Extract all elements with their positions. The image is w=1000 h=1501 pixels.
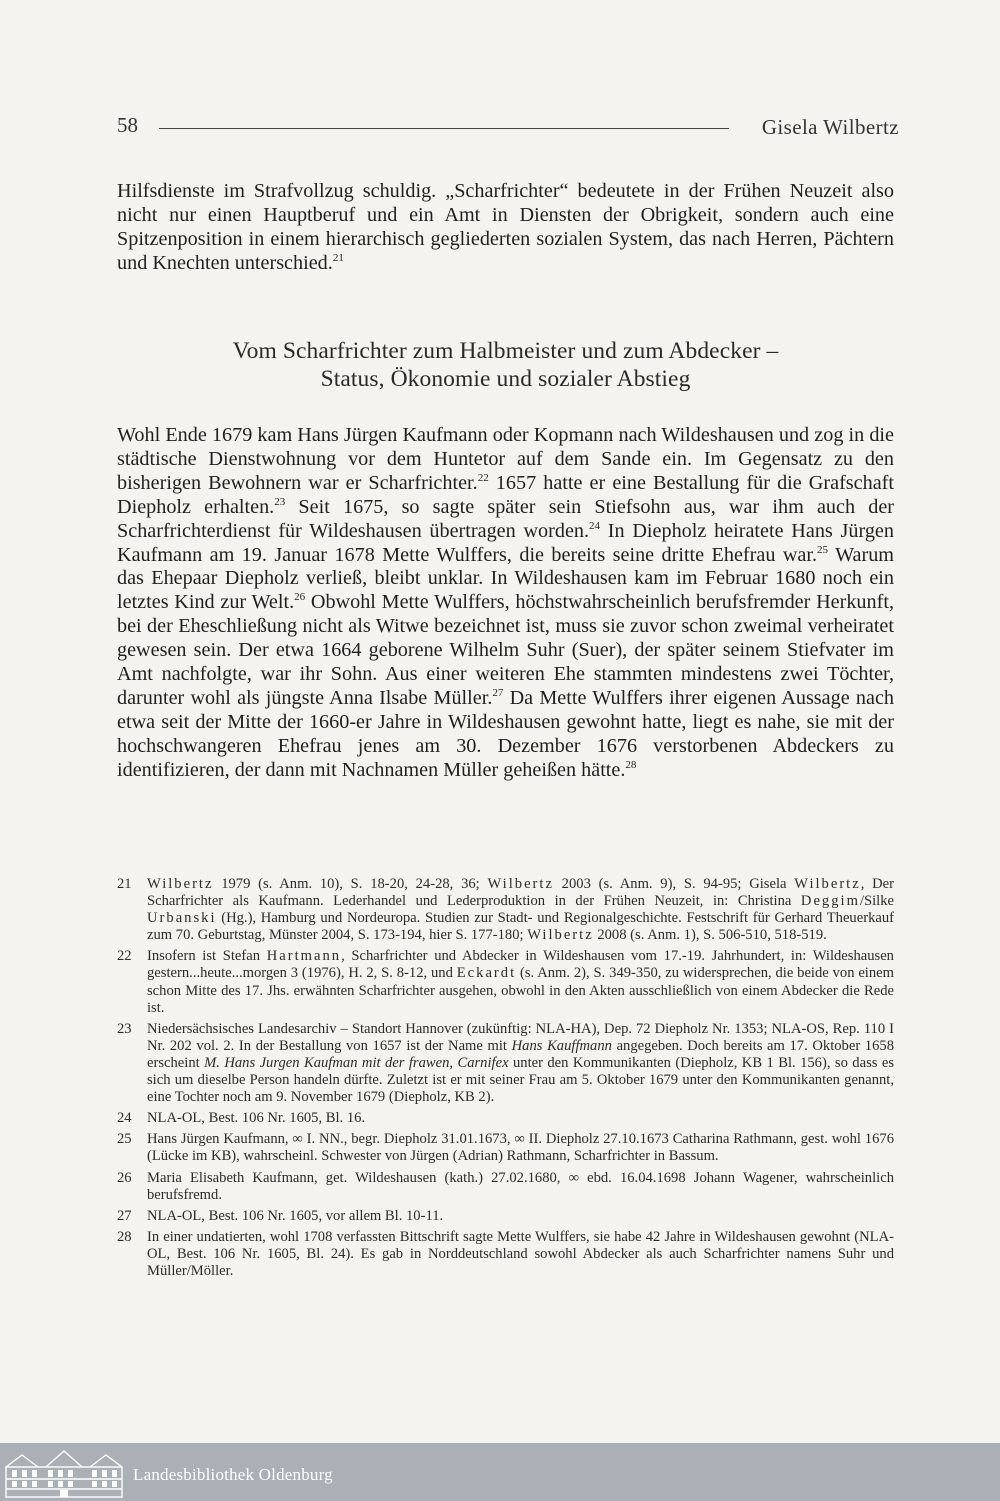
- paragraph-2-sentence: In Diepholz heiratete Hans Jürgen Kaufmann am 19. Januar 1678 Mette Wulffers, die bereits seine dritte Ehefrau war.: [117, 519, 894, 566]
- footnote-segment: 2003 (s. Anm. 9), S. 94-95; Gisela: [553, 876, 795, 892]
- paragraph-2-sentence: 1657 hatte er eine Bestallung für die Grafschaft Diepholz erhalten.: [117, 471, 894, 518]
- footnote-segment: unter den Kommunikanten (Diepholz, KB 1 Bl. 156), so dass es sich um dieselbe Person handeln dürfte. Zuletzt ist er mit seiner Frau am 5. Oktober 1679 unter den Kommunikanten genannt, eine Tochter noch am 9. November 1679 (Diepholz, KB 2).: [147, 1054, 895, 1106]
- footnote-segment: 1979 (s. Anm. 10), S. 18-20, 24-28, 36;: [213, 876, 488, 892]
- paragraph-1-text: Hilfsdienste im Strafvollzug schuldig. „Scharfrichter“ bedeutete in der Frühen Neuzeit also nicht nur einen Hauptberuf und ein Amt in Diensten der Obrigkeit, sondern auch eine Spitzenposition in einem hierarchisch gegliederten sozialen System, das nach Herren, Pächtern und Knechten unterschied.: [117, 180, 894, 274]
- author-name: Hartmann: [266, 948, 342, 965]
- paragraph-2-sentence: Seit 1675, so sagte später sein Stiefsohn aus, war ihm auch der Scharfrichterdienst für Wildeshausen übertragen worden.: [117, 495, 895, 542]
- author-name: Wilbertz: [487, 876, 554, 892]
- italic-quote: M. Hans Jurgen Kaufman mit der frawen, Carnifex: [204, 1054, 509, 1071]
- footnote-24: [117, 1110, 894, 1127]
- author-name: Eckardt: [456, 965, 517, 982]
- footnote-ref-23[interactable]: 23: [274, 495, 286, 508]
- footnote-segment: Insofern ist Stefan: [147, 948, 267, 965]
- footnote-segment: (Hg.), Hamburg und Nordeuropa. Studien zur Stadt- und Regionalgeschichte. Festschrift für Gerhard Theuerkauf zum 70. Geburtstag, Münster 2004, S. 173-194, hier S. 177-180;: [147, 910, 894, 944]
- footnote-text: [147, 876, 894, 944]
- footnote-text: [147, 1021, 894, 1106]
- footnote-number: 24: [117, 1110, 132, 1127]
- footnote-21: [117, 876, 894, 944]
- author-name: Wilbertz: [527, 927, 594, 944]
- header-rule: [159, 128, 729, 129]
- footnote-text: NLA-OL, Best. 106 Nr. 1605, vor allem Bl. 10-11.: [147, 1207, 444, 1224]
- page-number: 58: [117, 113, 138, 137]
- footnote-ref-21[interactable]: 21: [332, 251, 344, 264]
- section-heading-line-2: Status, Ökonomie und sozialer Abstieg: [320, 366, 691, 392]
- author-name: Urbanski: [147, 910, 217, 927]
- footnote-ref-25[interactable]: 25: [817, 543, 829, 556]
- author-name: Deggim: [800, 893, 860, 910]
- footnote-ref-28[interactable]: 28: [625, 758, 637, 771]
- footnote-25: [117, 1131, 894, 1165]
- footnote-segment: /Silke: [859, 893, 894, 910]
- footnote-number: 27: [117, 1207, 132, 1224]
- paragraph-2: [117, 424, 894, 783]
- library-building-icon: [2, 1449, 126, 1499]
- footnote-segment: , Der Scharfrichter als Kaufmann. Lederhandel und Lederproduktion in der Frühen Neuzeit, in: Christina: [147, 876, 894, 910]
- italic-quote: Hans Kauffmann: [511, 1037, 612, 1054]
- footnote-text: [147, 948, 894, 1016]
- author-name: Wilbertz: [794, 876, 861, 892]
- footnote-segment: , Scharfrichter und Abdecker in Wildeshausen vom 17.-19. Jahrhundert, in: Wildeshausen gestern...heute...morgen 3 (1976), H. 2, S. 8-12, und: [147, 948, 894, 982]
- footnote-text: Hans Jürgen Kaufmann, ∞ I. NN., begr. Diepholz 31.01.1673, ∞ II. Diepholz 27.10.1673 Catharina Rathmann, gest. wohl 1676 (Lücke im KB), wahrscheinl. Schwester von Jürgen (Adrian) Rathmann, Scharfrichter in Bassum.: [147, 1131, 894, 1165]
- section-heading: [117, 337, 894, 393]
- footnote-segment: (s. Anm. 2), S. 349-350, zu widersprechen, die beide von einem schon Mitte des 17. Jhs. erwähnten Scharfrichter ausgehen, obwohl in den Akten ausschließlich von einem Abdecker die Rede ist.: [147, 965, 894, 1016]
- footnote-segment: 2008 (s. Anm. 1), S. 506-510, 518-519.: [593, 927, 827, 944]
- footnote-text: NLA-OL, Best. 106 Nr. 1605, Bl. 16.: [147, 1110, 366, 1127]
- footnote-number: 28: [117, 1228, 132, 1245]
- footnote-22: [117, 948, 894, 1016]
- footnote-27: [117, 1208, 894, 1225]
- footnote-ref-27[interactable]: 27: [492, 686, 504, 699]
- footnote-ref-22[interactable]: 22: [477, 471, 489, 484]
- footnote-segment: Niedersächsisches Landesarchiv – Standort Hannover (zukünftig: NLA-HA), Dep. 72 Diepholz Nr. 1353; NLA-OS, Rep. 110 I Nr. 202 vol. 2. In der Bestallung von 1657 ist der Name mit: [147, 1020, 894, 1054]
- footnote-number: 22: [117, 948, 132, 965]
- paragraph-2-sentence: Obwohl Mette Wulffers, höchstwahrscheinlich berufsfremder Herkunft, bei der Eheschließung nicht als Witwe bezeichnet ist, muss sie zuvor schon zweimal verheiratet gewesen sein. Der etwa 1664 geborene Wilhelm Suhr (Suer), der später seinem Stiefvater im Amt nachfolgte, war ihr Sohn. Aus einer weiteren Ehe stammten mindestens zwei Töchter, darunter wohl als jüngste Anna Ilsabe Müller.: [117, 591, 894, 709]
- footnote-ref-24[interactable]: 24: [589, 519, 601, 532]
- footnote-28: [117, 1229, 894, 1280]
- library-footer-bar: [0, 1443, 1000, 1501]
- footnote-23: [117, 1021, 894, 1106]
- paragraph-2-sentence: Da Mette Wulffers ihrer eigenen Aussage nach etwa seit der Mitte der 1660-er Jahre in Wildeshausen gewohnt hatte, liegt es nahe, sie mit der hochschwangeren Ehefrau jenes am 30. Dezember 1676 verstorbenen Abdeckers zu identifizieren, der dann mit Nachnamen Müller geheißen hätte.: [117, 686, 894, 781]
- library-name: Landesbibliothek Oldenburg: [133, 1465, 333, 1484]
- section-heading-line-1: Vom Scharfrichter zum Halbmeister und zum Abdecker –: [232, 338, 779, 364]
- footnote-text: In einer undatierten, wohl 1708 verfassten Bittschrift sagte Mette Wulffers, sie habe 42 Jahre in Wildeshausen gewohnt (NLA-OL, Best. 106 Nr. 1605, Bl. 24). Es gab in Norddeutschland sowohl Abdecker als auch Scharfrichter namens Suhr und Müller/Möller.: [147, 1228, 894, 1279]
- footnote-number: 25: [117, 1131, 132, 1148]
- author-name: Wilbertz: [147, 876, 214, 892]
- footnote-number: 21: [117, 876, 132, 892]
- page-header: [117, 113, 899, 143]
- footnote-ref-26[interactable]: 26: [294, 591, 306, 604]
- footnote-segment: angegeben. Doch bereits am 17. Oktober 1658 erscheint: [147, 1037, 894, 1071]
- footnote-26: [117, 1170, 894, 1204]
- footnote-number: 23: [117, 1020, 132, 1037]
- footnote-text: Maria Elisabeth Kaufmann, get. Wildeshausen (kath.) 27.02.1680, ∞ ebd. 16.04.1698 Johann Wagener, wahrscheinlich berufsfremd.: [147, 1169, 894, 1203]
- footnotes: [117, 876, 894, 1284]
- paragraph-1: [117, 180, 894, 276]
- footnote-number: 26: [117, 1169, 132, 1186]
- paragraph-2-sentence: Wohl Ende 1679 kam Hans Jürgen Kaufmann oder Kopmann nach Wildeshausen und zog in die städtische Dienstwohnung vor dem Huntetor auf dem Sande ein. Im Gegensatz zu den bisherigen Bewohnern war er Scharfrichter.: [117, 424, 894, 494]
- paragraph-2-sentence: Warum das Ehepaar Diepholz verließ, bleibt unklar. In Wildeshausen kam im Februar 1680 noch ein letztes Kind zur Welt.: [117, 543, 894, 614]
- running-head-author: Gisela Wilbertz: [761, 115, 899, 139]
